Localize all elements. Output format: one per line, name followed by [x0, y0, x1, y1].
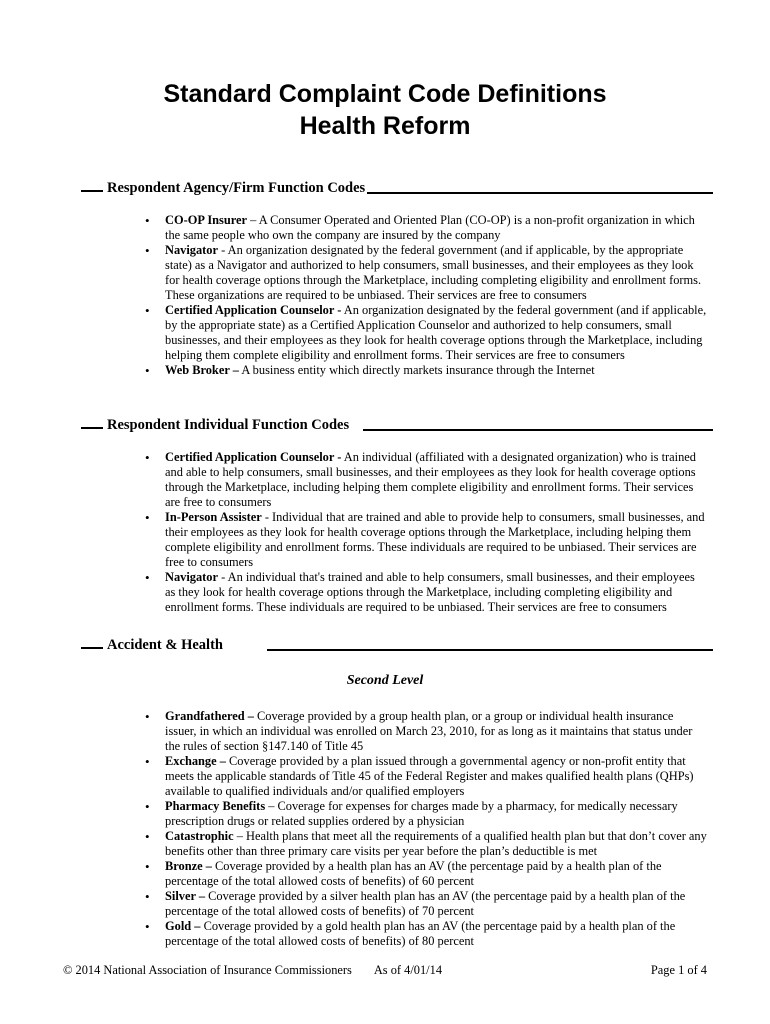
- definition-term: Silver –: [165, 889, 206, 903]
- definition-separator: -: [218, 243, 228, 257]
- definition-text: Coverage provided by a plan issued through a governmental agency or non-profit entity that meets the applicable standards of Title 45 of the Federal Register and makes qualified health plans (QHPs) available to qualified individuals and/or qualified employers: [165, 754, 694, 798]
- definition-text: A Consumer Operated and Oriented Plan (CO-OP) is a non-profit organization in which the same people who own the company are insured by the company: [165, 213, 695, 242]
- list-item: [145, 829, 707, 859]
- list-item: [145, 303, 707, 363]
- list-item: [145, 363, 707, 378]
- definition-separator: -: [261, 510, 273, 524]
- definition-separator: -: [218, 570, 228, 584]
- definition-term: Navigator: [165, 243, 218, 257]
- list-item: [145, 243, 707, 303]
- definition-text: Individual that are trained and able to provide help to consumers, small businesses, and their employees as they look for health coverage options through the Marketplace, including helping them complete eligibility and enrollment forms. These individuals are required to be unbiased. Their services are free to consumers: [165, 510, 705, 569]
- section-header-individual: [81, 414, 713, 434]
- accident-list: [145, 709, 707, 949]
- definition-term: Web Broker –: [165, 363, 239, 377]
- page-subtitle: Health Reform: [299, 112, 471, 140]
- section-header-agency: [81, 177, 713, 197]
- section-rule-tail: [363, 429, 713, 431]
- section-header-accident: [81, 634, 713, 654]
- section-rule-tail: [367, 192, 713, 194]
- definition-term: Catastrophic: [165, 829, 234, 843]
- section-title: Respondent Agency/Firm Function Codes: [107, 180, 366, 196]
- definition-text: Coverage for expenses for charges made by a pharmacy, for medically necessary prescription drugs or related supplies ordered by a physician: [165, 799, 678, 828]
- definition-text: A business entity which directly markets insurance through the Internet: [241, 363, 595, 377]
- subsection-title: Second Level: [346, 673, 424, 688]
- definition-text: An individual that's trained and able to help consumers, small businesses, and their employees as they look for health coverage options through the Marketplace, including completing eligibility and enrollment forms. These individuals are required to be unbiased. Their services are free to consumers: [165, 570, 695, 614]
- definition-term: Certified Application Counselor -: [165, 450, 342, 464]
- agency-list: [145, 213, 707, 378]
- definition-separator: –: [247, 213, 259, 227]
- definition-term: Gold –: [165, 919, 201, 933]
- copyright-text: © 2014 National Association of Insurance Commissioners: [63, 963, 352, 977]
- definition-term: Navigator: [165, 570, 218, 584]
- list-item: [145, 450, 707, 510]
- page-number: Page 1 of 4: [650, 963, 707, 977]
- list-item: [145, 570, 707, 615]
- definition-text: Coverage provided by a silver health plan has an AV (the percentage paid by a health plan of the percentage of the total allowed costs of benefits) of 70 percent: [165, 889, 686, 918]
- definition-text: An organization designated by the federal government (and if applicable, by the appropriate state) as a Navigator and authorized to help consumers, small businesses, and their employees as they look for health coverage options through the Marketplace, including completing eligibility and enrollment forms. These organizations are required to be unbiased. Their services are free to consumers: [165, 243, 702, 302]
- page-footer: [63, 963, 707, 978]
- individual-list: [145, 450, 707, 615]
- list-item: [145, 754, 707, 799]
- definition-text: Coverage provided by a health plan has an AV (the percentage paid by a health plan of the percentage of the total allowed costs of benefits) of 60 percent: [165, 859, 662, 888]
- list-item: [145, 859, 707, 889]
- definition-text: An organization designated by the federal government (and if applicable, by the appropriate state) as a Certified Application Counselor and authorized to help consumers, small businesses, and their employees as they look for health coverage options through the Marketplace, including helping them complete eligibility and enrollment forms. Their services are free to consumers: [165, 303, 707, 362]
- definition-text: An individual (affiliated with a designated organization) who is trained and able to help consumers, small businesses, and their employees as they look for health coverage options through the Marketplace, including helping them complete eligibility and enrollment forms. Their services are free to consumers: [165, 450, 697, 509]
- definition-text: Health plans that meet all the requirements of a qualified health plan but that don’t cover any benefits other than three primary care visits per year before the plan’s deductible is met: [165, 829, 707, 858]
- definition-term: In-Person Assister: [165, 510, 262, 524]
- list-item: [145, 510, 707, 570]
- section-title: Respondent Individual Function Codes: [107, 417, 350, 433]
- section-rule-tail: [267, 649, 713, 651]
- definition-text: Coverage provided by a gold health plan has an AV (the percentage paid by a health plan of the percentage of the total allowed costs of benefits) of 80 percent: [165, 919, 676, 948]
- list-item: [145, 799, 707, 829]
- section-rule-lead: [81, 647, 103, 649]
- page-title: Standard Complaint Code Definitions: [163, 80, 607, 108]
- list-item: [145, 919, 707, 949]
- list-item: [145, 709, 707, 754]
- definition-term: Bronze –: [165, 859, 212, 873]
- as-of-date: As of 4/01/14: [373, 963, 443, 977]
- definition-term: Exchange –: [165, 754, 226, 768]
- definition-separator: –: [265, 799, 278, 813]
- list-item: [145, 213, 707, 243]
- definition-separator: –: [233, 829, 246, 843]
- definition-term: Pharmacy Benefits: [165, 799, 266, 813]
- section-title: Accident & Health: [107, 637, 223, 653]
- definition-term: CO-OP Insurer: [165, 213, 248, 227]
- definition-term: Certified Application Counselor -: [165, 303, 342, 317]
- list-item: [145, 889, 707, 919]
- definition-text: Coverage provided by a group health plan, or a group or individual health insurance issuer, in which an individual was enrolled on March 23, 2010, for as long as it maintains that status under the rules of section §147.140 of Title 45: [165, 709, 693, 753]
- definition-term: Grandfathered –: [165, 709, 254, 723]
- section-rule-lead: [81, 190, 103, 192]
- section-rule-lead: [81, 427, 103, 429]
